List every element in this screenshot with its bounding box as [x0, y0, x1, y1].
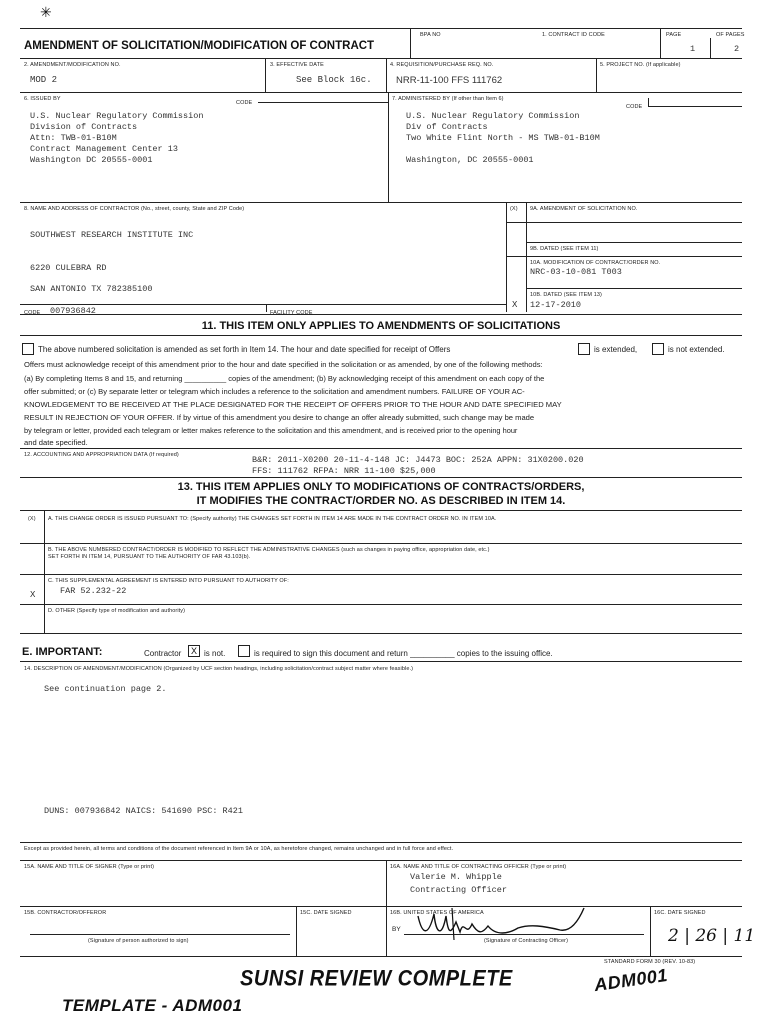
issued-code-label: CODE: [236, 100, 253, 106]
date-signed-16c-label: 16C. DATE SIGNED: [654, 910, 706, 916]
requisition-value: NRR-11-100 FFS 111762: [396, 75, 503, 86]
contractor-code-value: 007936842: [50, 306, 96, 316]
facility-code-label: FACILITY CODE: [270, 310, 313, 316]
section-13-heading-2: IT MODIFIES THE CONTRACT/ORDER NO. AS DESCRIBED IN ITEM 14.: [196, 495, 566, 507]
section-11-line-7: by telegram or letter, provided each telegram or letter makes reference to the solicitation and this amendment, and is received prior to the opening hour: [24, 426, 518, 435]
contractor-name: SOUTHWEST RESEARCH INSTITUTE INC: [30, 230, 194, 240]
page-label: PAGE: [666, 32, 682, 38]
amendment-solicitation-label: 9A. AMENDMENT OF SOLICITATION NO.: [530, 206, 638, 212]
is-not-checkbox[interactable]: [188, 645, 200, 657]
amendment-no-value: MOD 2: [30, 75, 58, 85]
extended-label: is extended,: [594, 345, 638, 354]
contractor-address: 6220 CULEBRA RD: [30, 263, 107, 273]
administered-line-4: Washington, DC 20555-0001: [406, 155, 534, 165]
item-10-x: X: [512, 300, 518, 309]
modification-contract-label: 10A. MODIFICATION OF CONTRACT/ORDER NO.: [530, 260, 661, 266]
issued-line-4: Contract Management Center 13: [30, 144, 178, 154]
is-required-checkbox[interactable]: [238, 645, 250, 657]
officer-name-label: 16A. NAME AND TITLE OF CONTRACTING OFFICER (Type or print): [390, 864, 567, 870]
section-11-line-3: (a) By completing Items 8 and 15, and returning __________ copies of the amendment; (b) By acknowledging receipt of this amendment on each copy of the: [24, 374, 545, 383]
section-13-b-line-2: SET FORTH IN ITEM 14, PURSUANT TO THE AUTHORITY OF FAR 43.103(b).: [48, 554, 251, 560]
administered-line-2: Div of Contracts: [406, 122, 488, 132]
important-contractor: Contractor: [144, 649, 182, 658]
not-extended-checkbox[interactable]: [652, 343, 664, 355]
contract-id-label: 1. CONTRACT ID CODE: [542, 32, 605, 38]
requisition-label: 4. REQUISITION/PURCHASE REQ. NO.: [390, 62, 494, 68]
date-signed-15c-label: 15C. DATE SIGNED: [300, 910, 352, 916]
accounting-line-2: FFS: 111762 RFPA: NRR 11-100 $25,000: [252, 466, 436, 476]
section-13-b-line-1: B. THE ABOVE NUMBERED CONTRACT/ORDER IS MODIFIED TO REFLECT THE ADMINISTRATIVE CHANGES (such as changes in paying office, appropriation date, etc.): [48, 547, 490, 553]
signer-name-label: 15A. NAME AND TITLE OF SIGNER (Type or print): [24, 864, 155, 870]
issued-line-3: Attn: TWB-01-B10M: [30, 133, 117, 143]
accounting-line-1: B&R: 2011-X0200 20-11-4-148 JC: J4473 BOC: 252A APPN: 31X0200.020: [252, 455, 584, 465]
effective-date-value: See Block 16c.: [296, 75, 372, 85]
of-pages-value: 2: [734, 44, 740, 54]
contractor-label: 8. NAME AND ADDRESS OF CONTRACTOR (No., street, county, State and ZIP Code): [24, 206, 245, 212]
dated-9b-label: 9B. DATED (SEE ITEM 11): [530, 246, 599, 252]
project-no-label: 5. PROJECT NO. (If applicable): [600, 62, 681, 68]
important-label: E. IMPORTANT:: [22, 646, 103, 658]
solicitation-amended-checkbox[interactable]: [22, 343, 34, 355]
section-11-line-2: Offers must acknowledge receipt of this amendment prior to the hour and date specified in the solicitation or as amended, by one of the following methods:: [24, 360, 543, 369]
issued-by-label: 6. ISSUED BY: [24, 96, 61, 102]
section-11-line-4: offer submitted; or (c) By separate letter or telegram which includes a reference to the solicitation and amendment numbers. FAILURE OF YOUR AC-: [24, 387, 525, 396]
administered-code-label: CODE: [626, 104, 643, 110]
section-11-line-1: The above numbered solicitation is amended as set forth in Item 14. The hour and date specified for receipt of Offers: [38, 345, 451, 354]
administered-line-1: U.S. Nuclear Regulatory Commission: [406, 111, 580, 121]
amendment-no-label: 2. AMENDMENT/MODIFICATION NO.: [24, 62, 121, 68]
issued-line-5: Washington DC 20555-0001: [30, 155, 153, 165]
is-not-check-mark: X: [190, 646, 197, 656]
of-pages-label: OF PAGES: [716, 32, 745, 38]
officer-signature: [412, 904, 602, 944]
dated-10b-value: 12-17-2010: [530, 300, 582, 310]
officer-title: Contracting Officer: [410, 885, 507, 895]
section-11-heading: 11. THIS ITEM ONLY APPLIES TO AMENDMENTS OF SOLICITATIONS: [201, 320, 561, 332]
accounting-label: 12. ACCOUNTING AND APPROPRIATION DATA (If required): [24, 452, 179, 458]
united-states-label: 16B. UNITED STATES OF AMERICA: [390, 910, 484, 916]
by-label: BY: [392, 926, 401, 933]
standard-form-label: STANDARD FORM 30 (REV. 10-83): [604, 959, 696, 965]
page-value: 1: [690, 44, 696, 54]
except-clause: Except as provided herein, all terms and conditions of the document referenced in Item 9A or 10A, as heretofore changed, remains unchanged and in full force and effect.: [24, 846, 454, 852]
important-rest: is required to sign this document and return __________ copies to the issuing office.: [254, 649, 553, 658]
section-11-line-6: RESULT IN REJECTION OF YOUR OFFER. If by virtue of this amendment you desire to change an offer already submitted, such change may be made: [24, 413, 535, 422]
issued-line-1: U.S. Nuclear Regulatory Commission: [30, 111, 204, 121]
description-text: See continuation page 2.: [44, 684, 167, 694]
section-13-d: D. OTHER (Specify type of modification and authority): [48, 608, 186, 614]
bpa-label: BPA NO: [420, 32, 441, 38]
contractor-city: SAN ANTONIO TX 782385100: [30, 284, 153, 294]
adm-stamp: ADM001: [592, 964, 669, 996]
section-11-line-8: and date specified.: [24, 438, 88, 447]
important-is-not: is not.: [204, 649, 226, 658]
section-13-c-x: X: [30, 590, 36, 599]
scan-mark: ✳: [40, 4, 52, 20]
x-column-header: (X): [510, 206, 518, 212]
effective-date-label: 3. EFFECTIVE DATE: [270, 62, 324, 68]
contractor-offeror-label: 15B. CONTRACTOR/OFFEROR: [24, 910, 107, 916]
description-label: 14. DESCRIPTION OF AMENDMENT/MODIFICATION (Organized by UCF section headings, including solicitation/contract subject matter where feasible.): [24, 666, 414, 672]
date-signed-handwritten: 2 | 26 | 11: [668, 926, 756, 946]
contractor-signature-caption: (Signature of person authorized to sign): [88, 938, 189, 944]
duns-line: DUNS: 007936842 NAICS: 541690 PSC: R421: [44, 806, 243, 816]
officer-signature-caption: (Signature of Contracting Officer): [484, 938, 569, 944]
dated-10b-label: 10B. DATED (SEE ITEM 13): [530, 292, 602, 298]
issued-line-2: Division of Contracts: [30, 122, 138, 132]
not-extended-label: is not extended.: [668, 345, 725, 354]
section-13-c-line-1: C. THIS SUPPLEMENTAL AGREEMENT IS ENTERED INTO PURSUANT TO AUTHORITY OF:: [48, 578, 289, 584]
sunsi-review-stamp: SUNSI REVIEW COMPLETE: [240, 966, 513, 992]
modification-contract-value: NRC-03-10-081 T003: [530, 267, 622, 277]
officer-name: Valerie M. Whipple: [410, 872, 502, 882]
administered-by-label: 7. ADMINISTERED BY (If other than Item 6): [392, 96, 504, 102]
section-13-x-header: (X): [28, 516, 36, 522]
section-13-a: A. THIS CHANGE ORDER IS ISSUED PURSUANT TO: (Specify authority) THE CHANGES SET FORTH IN ITEM 14 ARE MADE IN THE CONTRACT ORDER NO. IN ITEM 10A.: [48, 516, 497, 522]
section-13-c-value: FAR 52.232-22: [60, 586, 127, 596]
section-11-line-5: KNOWLEDGEMENT TO BE RECEIVED AT THE PLACE DESIGNATED FOR THE RECEIPT OF OFFERS PRIOR TO THE HOUR AND DATE SPECIFIED MAY: [24, 400, 562, 409]
template-stamp: TEMPLATE - ADM001: [62, 996, 243, 1015]
extended-checkbox[interactable]: [578, 343, 590, 355]
administered-line-3: Two White Flint North - MS TWB-01-B10M: [406, 133, 600, 143]
section-13-heading-1: 13. THIS ITEM APPLIES ONLY TO MODIFICATIONS OF CONTRACTS/ORDERS,: [177, 481, 585, 493]
contractor-code-label: CODE: [24, 310, 41, 316]
form-title: AMENDMENT OF SOLICITATION/MODIFICATION OF CONTRACT: [24, 40, 375, 52]
